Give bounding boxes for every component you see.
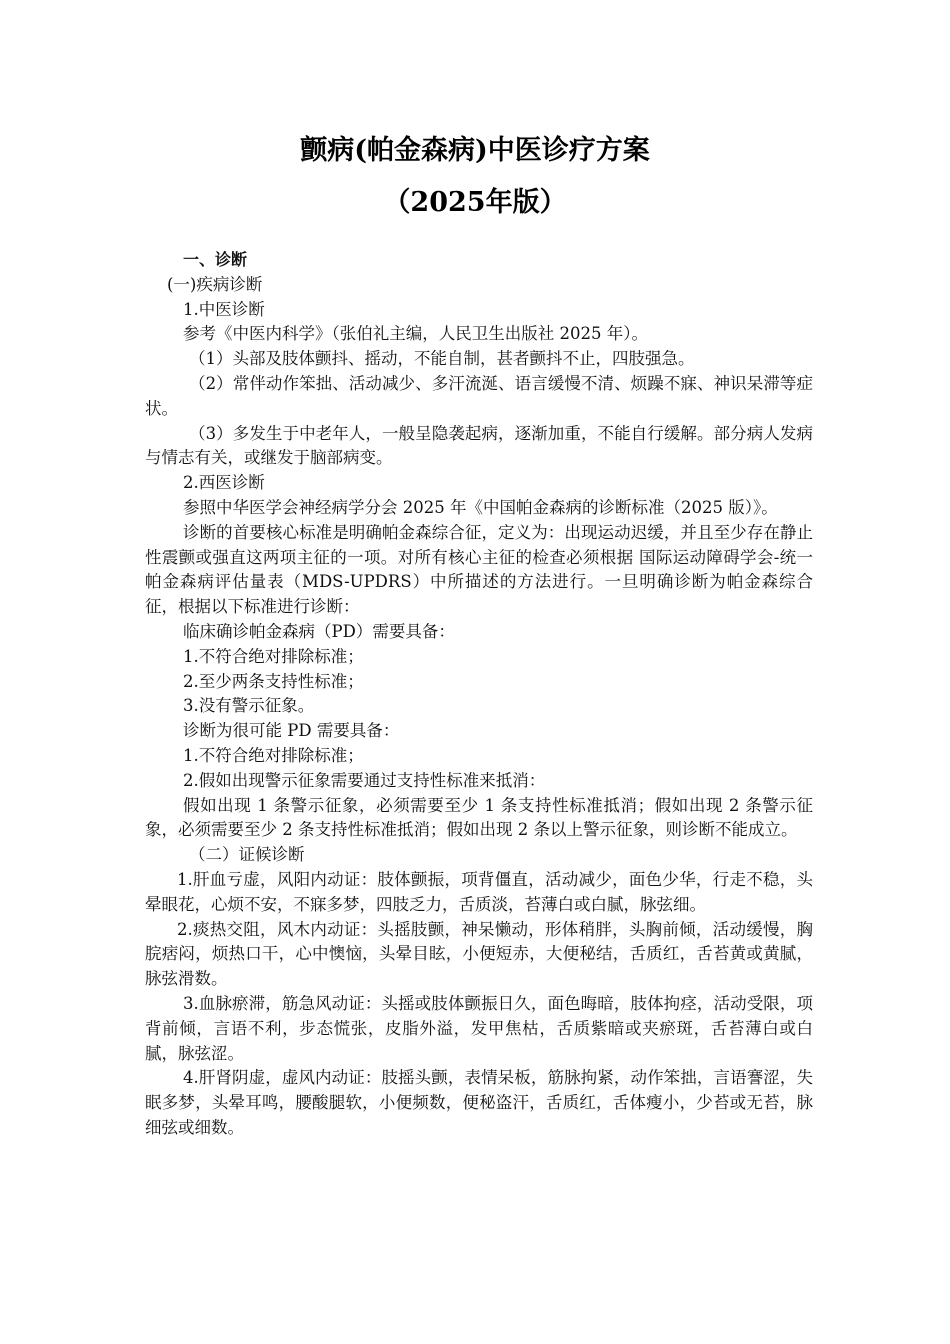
probable-criteria-item: 2.假如出现警示征象需要通过支持性标准来抵消：: [183, 770, 546, 790]
syndrome-item: 1.肝血亏虚，风阳内动证：肢体颤振，项背僵直，活动减少，面色少华，行走不稳，头晕眼花，心烦不安，不寐多梦，四肢乏力，舌质淡，苔薄白或白腻，脉弦细。: [145, 869, 813, 914]
tcm-item: （3）多发生于中老年人，一般呈隐袭起病，逐渐加重，不能自行缓解。部分病人发病与情志有关，或继发于脑部病变。: [145, 423, 813, 468]
subsection-heading-syndrome: （二）证候诊断: [189, 845, 305, 865]
clinical-diagnosis-intro: 临床确诊帕金森病（PD）需要具备：: [183, 621, 455, 641]
syndrome-item: 4.肝肾阴虚，虚风内动证：肢摇头颤，表情呆板，筋脉拘紧，动作笨拙，言语謇涩，失眠多梦，头晕耳鸣，腰酸腿软，小便频数，便秘盗汗，舌质红，舌体瘦小，少苔或无苔，脉细弦或细数。: [145, 1068, 813, 1137]
tcm-item: （1）头部及肢体颤抖、摇动，不能自制，甚者颤抖不止，四肢强急。: [189, 349, 695, 369]
tcm-reference: 参考《中医内科学》（张伯礼主编，人民卫生出版社 2025 年）。: [183, 324, 648, 344]
clinical-criteria-item: 3.没有警示征象。: [183, 696, 315, 716]
document-subtitle: （2025年版）: [383, 187, 567, 218]
heading-tcm-diagnosis: 1.中医诊断: [183, 299, 265, 319]
syndrome-item: 2.痰热交阻，风木内动证：头摇肢颤，神呆懒动，形体稍胖，头胸前倾，活动缓慢，胸脘痞闷，烦热口干，心中懊恼，头晕目眩，小便短赤，大便秘结，舌质红，舌苔黄或黄腻，脉弦滑数。: [145, 919, 813, 989]
heading-western-diagnosis: 2.西医诊断: [183, 473, 265, 493]
probable-diagnosis-intro: 诊断为很可能 PD 需要具备：: [183, 721, 400, 741]
warning-signs-paragraph: 假如出现 1 条警示征象，必须需要至少 1 条支持性标准抵消；假如出现 2 条警示征象，必须需要至少 2 条支持性标准抵消；假如出现 2 条以上警示征象，则诊断不能成立。: [145, 795, 813, 840]
subsection-heading-disease: (一)疾病诊断: [167, 274, 263, 294]
section-heading-diagnosis: 一、诊断: [183, 250, 248, 269]
tcm-item: （2）常伴动作笨拙、活动减少、多汗流涎、语言缓慢不清、烦躁不寐、神识呆滞等症状。: [145, 373, 813, 418]
document-title: 颤病(帕金森病)中医诊疗方案: [300, 135, 650, 166]
core-criteria-paragraph: 诊断的首要核心标准是明确帕金森综合征，定义为：出现运动迟缓，并且至少存在静止性震颤或强直这两项主征的一项。对所有核心主征的检查必须根据 国际运动障碍学会-统一帕金森病评估量表（MDS-UPDRS）中所描述的方法进行。一旦明确诊断为帕金森综合征，根据以下标准进行诊断：: [145, 522, 813, 617]
document-body: [145, 248, 813, 1141]
clinical-criteria-item: 2.至少两条支持性标准；: [183, 671, 364, 691]
clinical-criteria-item: 1.不符合绝对排除标准；: [183, 646, 364, 666]
syndrome-item: 3.血脉瘀滞，筋急风动证：头摇或肢体颤振日久，面色晦暗，肢体拘痉，活动受限，项背前倾，言语不利，步态慌张，皮脂外溢，发甲焦枯，舌质紫暗或夹瘀斑，舌苔薄白或白腻，脉弦涩。: [145, 993, 813, 1063]
western-reference: 参照中华医学会神经病学分会 2025 年《中国帕金森病的诊断标准（2025 版）》。: [183, 497, 778, 517]
probable-criteria-item: 1.不符合绝对排除标准；: [183, 745, 364, 765]
